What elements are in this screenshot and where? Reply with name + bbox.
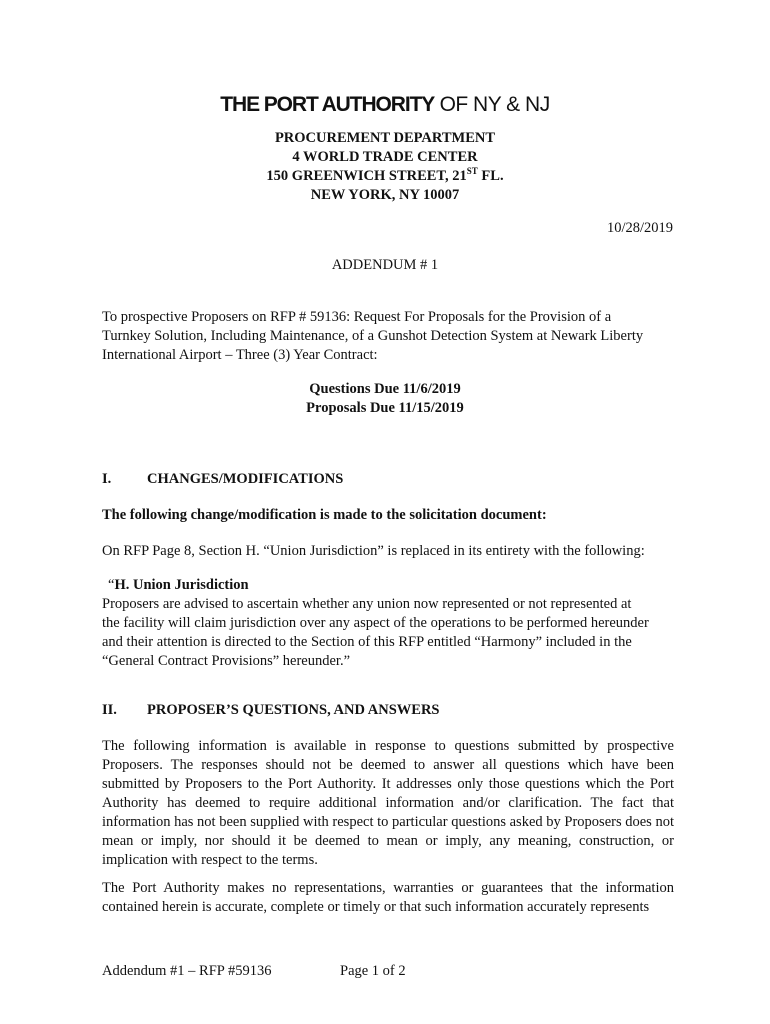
due-dates — [0, 380, 770, 418]
intro-paragraph — [102, 308, 674, 365]
footer-page-number: Page 1 of 2 — [340, 963, 406, 979]
body-line: “General Contract Provisions” hereunder.” — [102, 653, 351, 669]
open-quote: “ — [108, 577, 115, 593]
address-city: NEW YORK, NY 10007 — [310, 187, 460, 203]
section-1-number: I. — [102, 471, 112, 487]
section-2-number: II. — [102, 702, 117, 718]
proposals-due: Proposals Due 11/15/2019 — [306, 400, 464, 416]
section-1-heading — [102, 470, 343, 489]
intro-line: Turnkey Solution, Including Maintenance, of a Gunshot Detection System at Newark Liberty — [102, 328, 644, 344]
document-date: 10/28/2019 — [606, 220, 673, 236]
body-line: the facility will claim jurisdiction over any aspect of the operations to be performed hereunder — [102, 615, 649, 631]
port-authority-logo — [0, 93, 770, 117]
section-2-paragraph-1: The following information is available in response to questions submitted by prospective Proposers. The responses should not be deemed to answer all questions which have been submitted by Proposers to the Port Authority. It addresses only those questions which the Port Authority has deemed to require additional information and/or clarification. The fact that information has not been supplied with respect to particular questions asked by Proposers does not mean or imply, nor should it be deemed to mean or imply, any meaning, construction, or implication with respect to the terms. — [102, 738, 674, 868]
union-jurisdiction-heading — [108, 576, 249, 595]
section-2-heading — [102, 701, 440, 720]
section-2-title: PROPOSER’S QUESTIONS, AND ANSWERS — [147, 702, 440, 718]
union-jurisdiction-body — [102, 595, 674, 671]
addendum-title: ADDENDUM # 1 — [331, 257, 439, 273]
footer-reference: Addendum #1 – RFP #59136 — [102, 963, 272, 979]
logo-bold-text: THE PORT AUTHORITY — [220, 93, 435, 116]
section-1-lead: The following change/modification is made to the solicitation document: — [102, 507, 547, 523]
address-block — [0, 129, 770, 205]
department-name: PROCUREMENT DEPARTMENT — [274, 130, 496, 146]
union-jurisdiction-title: H. Union Jurisdiction — [114, 577, 249, 593]
body-line: and their attention is directed to the Section of this RFP entitled “Harmony” included in the — [102, 634, 632, 650]
section-1-title: CHANGES/MODIFICATIONS — [147, 471, 344, 487]
section-2-paragraph-2: The Port Authority makes no representations, warranties or guarantees that the information contained herein is accurate, complete or timely or that such information accurately represents — [102, 880, 674, 915]
section-1-change-text: On RFP Page 8, Section H. “Union Jurisdiction” is replaced in its entirety with the following: — [102, 543, 645, 559]
address-street: 150 GREENWICH STREET, 21ST FL. — [266, 166, 504, 184]
intro-line: To prospective Proposers on RFP # 59136: Request For Proposals for the Provision of a — [102, 309, 612, 325]
intro-line: International Airport – Three (3) Year Contract: — [102, 347, 378, 363]
questions-due: Questions Due 11/6/2019 — [309, 381, 461, 397]
address-line-1: 4 WORLD TRADE CENTER — [292, 149, 478, 165]
body-line: Proposers are advised to ascertain whether any union now represented or not represented at — [102, 596, 632, 612]
logo-light-text: OF NY & NJ — [439, 93, 550, 116]
